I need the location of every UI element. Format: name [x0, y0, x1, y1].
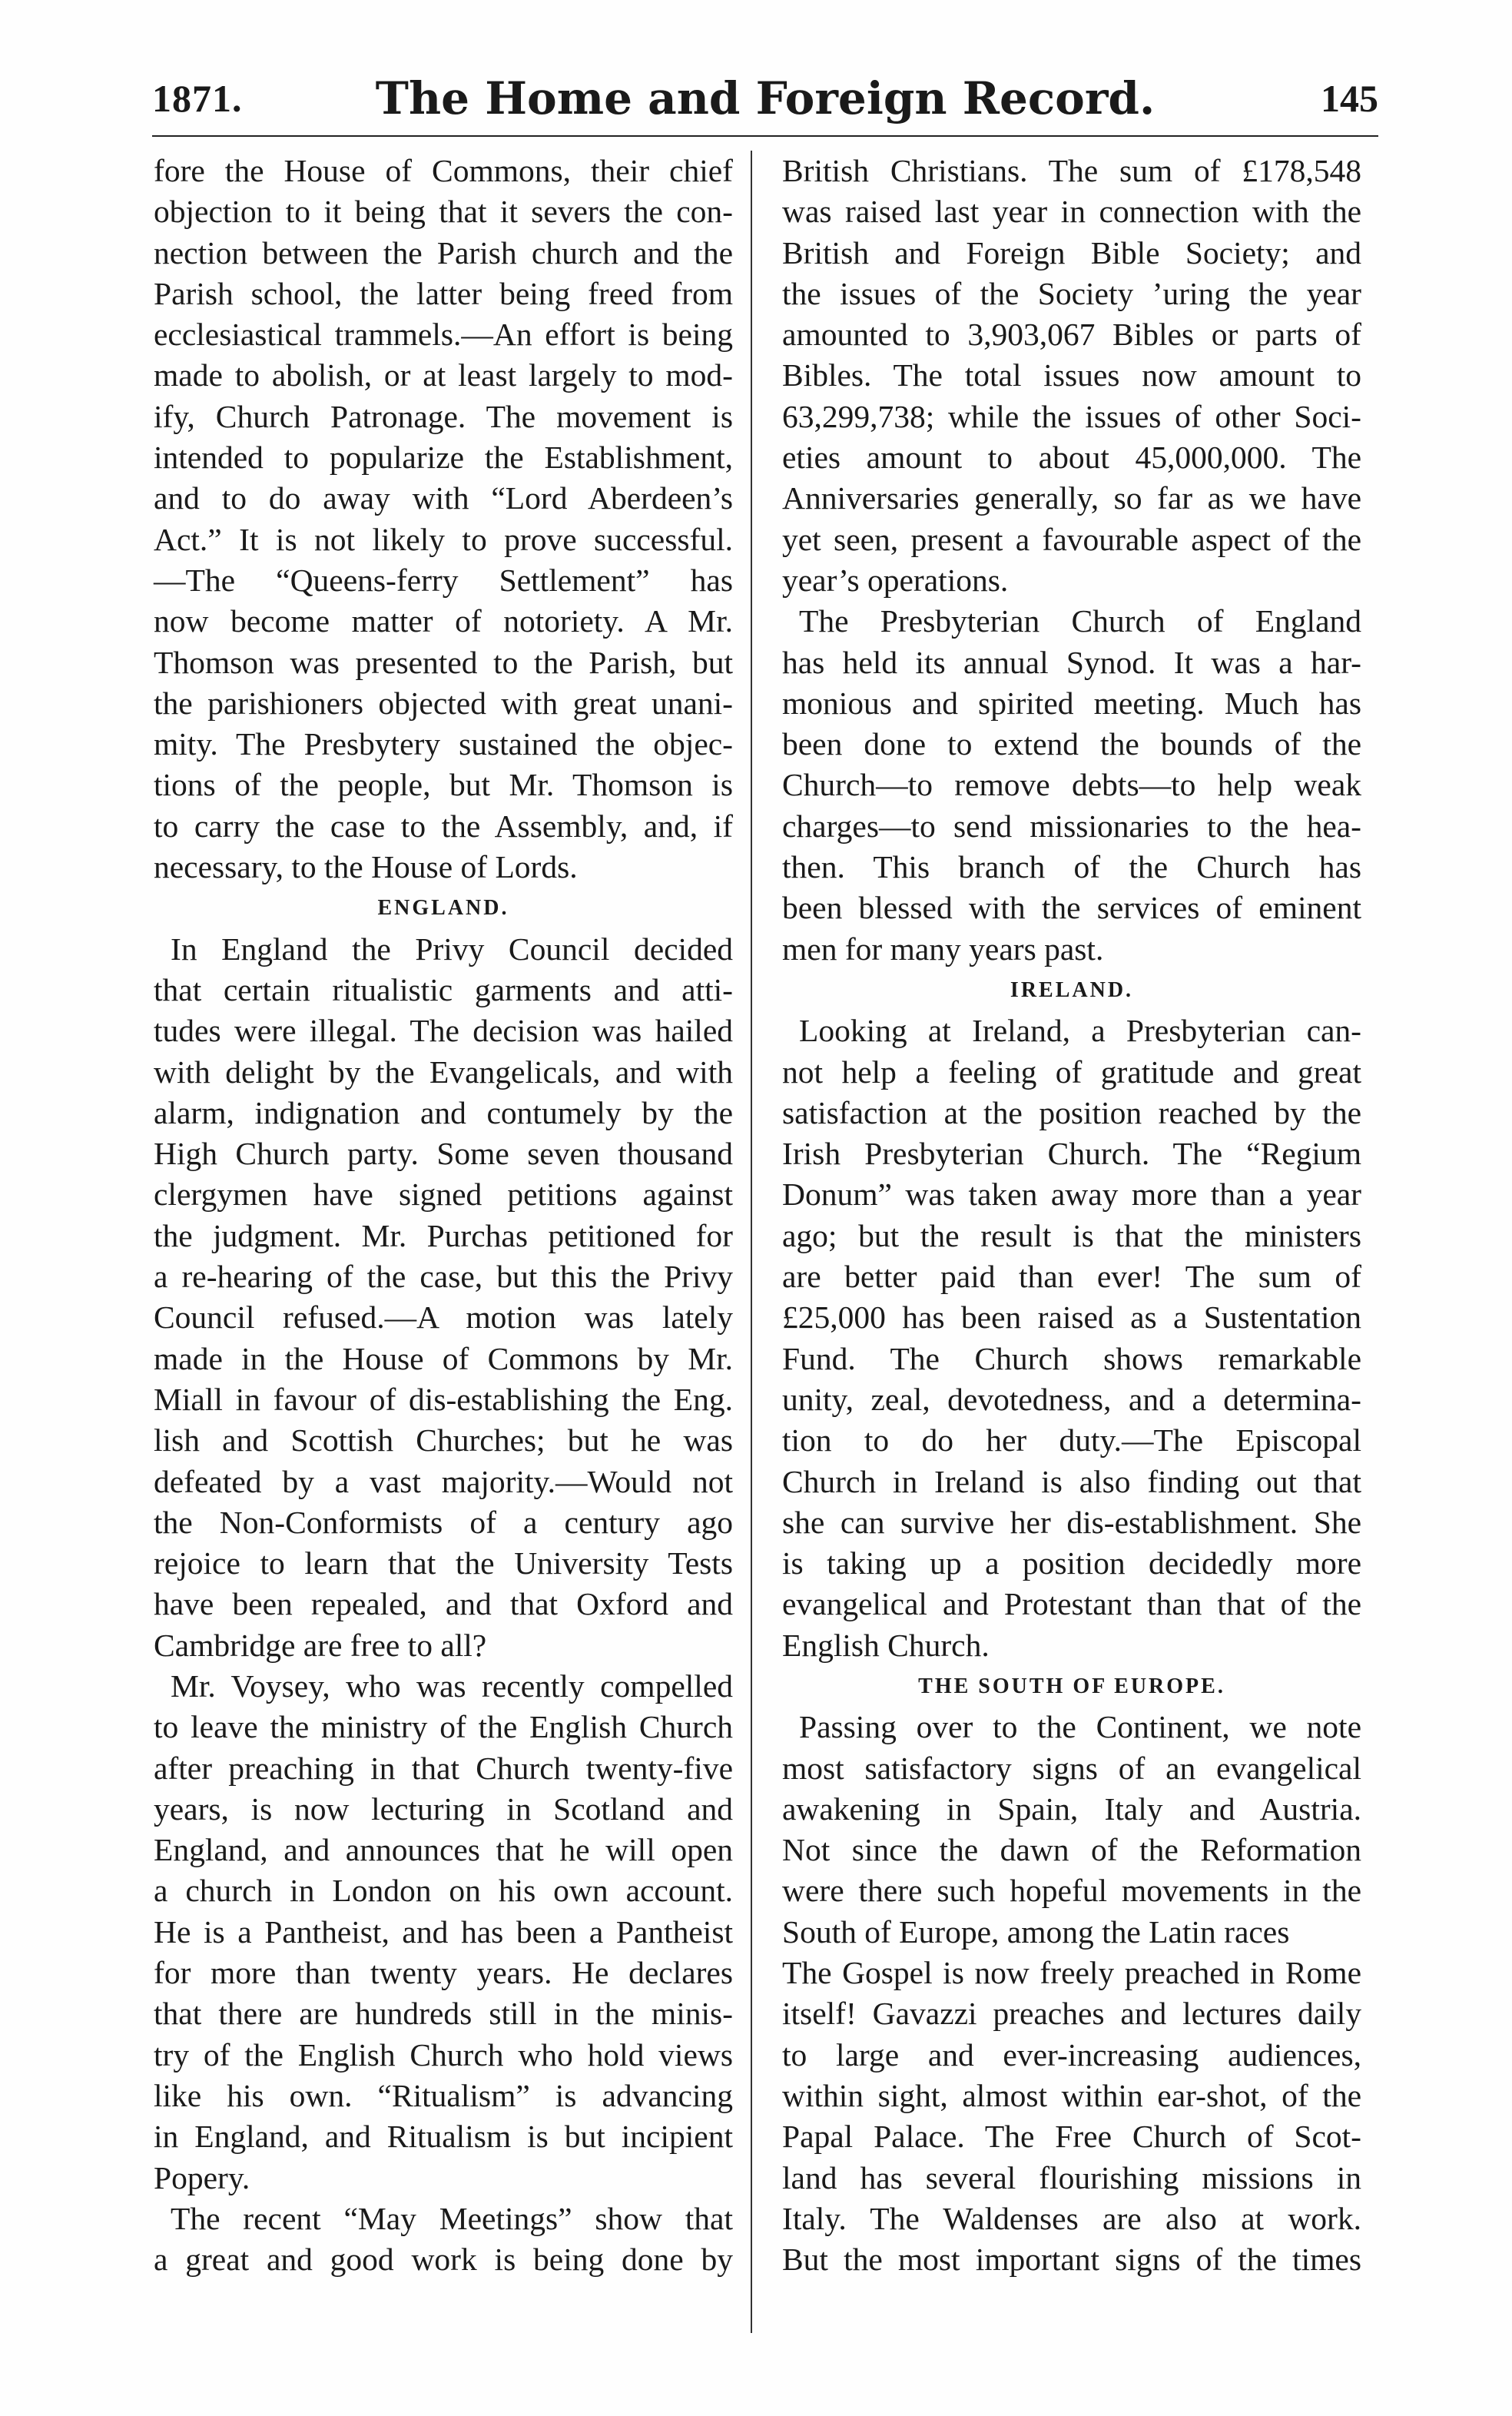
- text-line: that certain ritualistic garments and atti-: [154, 971, 733, 1007]
- text-line: In England the Privy Council decided: [171, 931, 733, 967]
- text-line: ify, Church Patronage. The movement is: [154, 398, 733, 434]
- text-line: been blessed with the services of eminent: [782, 890, 1361, 926]
- text-line: a great and good work is being done by: [154, 2242, 733, 2278]
- text-line: nection between the Parish church and the: [154, 234, 733, 270]
- text-line: for more than twenty years. He declares: [154, 1955, 733, 1991]
- text-line: Miall in favour of dis-establishing the Eng.: [154, 1381, 733, 1417]
- header-year: 1871.: [152, 77, 243, 120]
- text-line: alarm, indignation and contumely by the: [154, 1094, 733, 1130]
- journal-title: The Home and Foreign Record.: [375, 72, 1156, 124]
- text-line: Passing over to the Continent, we note: [799, 1709, 1361, 1745]
- text-line: with delight by the Evangelicals, and with: [154, 1054, 733, 1090]
- text-line: yet seen, present a favourable aspect of the: [782, 521, 1361, 557]
- text-line: Papal Palace. The Free Church of Scot-: [782, 2119, 1361, 2155]
- text-line: rejoice to learn that the University Tests: [154, 1545, 733, 1581]
- text-line: —The “Queens-ferry Settlement” has: [154, 562, 733, 598]
- text-line: men for many years past.: [782, 931, 1104, 967]
- text-line: Bibles. The total issues now amount to: [782, 357, 1361, 393]
- text-line: objection to it being that it severs the con-: [154, 194, 733, 230]
- text-line: South of Europe, among the Latin races: [782, 1913, 1290, 1950]
- running-head: [152, 68, 1378, 129]
- text-line: like his own. “Ritualism” is advancing: [154, 2077, 733, 2113]
- text-line: Council refused.—A motion was lately: [154, 1299, 733, 1336]
- text-line: was raised last year in connection with the: [782, 194, 1361, 230]
- text-line: been done to extend the bounds of the: [782, 726, 1361, 762]
- header-rule: [152, 135, 1378, 137]
- text-line: to large and ever-increasing audiences,: [782, 2036, 1361, 2073]
- text-line: Church—to remove debts—to help weak: [782, 767, 1361, 803]
- text-line: Act.” It is not likely to prove successful.: [154, 521, 733, 557]
- text-line: within sight, almost within ear-shot, of the: [782, 2077, 1361, 2113]
- text-line: most satisfactory signs of an evangelical: [782, 1750, 1361, 1786]
- text-line: that there are hundreds still in the minis-: [154, 1996, 733, 2032]
- text-line: The recent “May Meetings” show that: [171, 2200, 733, 2236]
- text-line: years, is now lecturing in Scotland and: [154, 1790, 733, 1827]
- text-line: Not since the dawn of the Reformation: [782, 1832, 1361, 1868]
- text-line: Church in Ireland is also finding out that: [782, 1463, 1361, 1499]
- text-line: Fund. The Church shows remarkable: [782, 1340, 1361, 1376]
- text-line: Anniversaries generally, so far as we have: [782, 480, 1361, 516]
- text-line: defeated by a vast majority.—Would not: [154, 1463, 733, 1499]
- text-line: has held its annual Synod. It was a har-: [782, 644, 1361, 680]
- text-line: necessary, to the House of Lords.: [154, 849, 578, 885]
- section-heading: THE SOUTH OF EUROPE.: [918, 1674, 1225, 1698]
- section-heading: ENGLAND.: [377, 896, 509, 921]
- text-line: a re-hearing of the case, but this the Privy: [154, 1259, 733, 1295]
- page-number: 145: [1321, 77, 1378, 120]
- text-line: fore the House of Commons, their chief: [154, 153, 733, 188]
- text-line: the parishioners objected with great unani-: [154, 685, 733, 721]
- text-line: Mr. Voysey, who was recently compelled: [171, 1668, 733, 1704]
- text-line: ecclesiastical trammels.—An effort is being: [154, 317, 733, 353]
- text-line: not help a feeling of gratitude and great: [782, 1054, 1361, 1090]
- text-line: England, and announces that he will open: [154, 1832, 733, 1868]
- text-line: the judgment. Mr. Purchas petitioned for: [154, 1217, 733, 1253]
- text-line: 63,299,738; while the issues of other Soci-: [782, 398, 1361, 434]
- text-line: The Gospel is now freely preached in Rome: [782, 1955, 1361, 1991]
- text-line: £25,000 has been raised as a Sustentation: [782, 1299, 1361, 1336]
- text-line: monious and spirited meeting. Much has: [782, 685, 1361, 721]
- text-line: clergymen have signed petitions against: [154, 1176, 733, 1213]
- text-line: were there such hopeful movements in the: [782, 1873, 1361, 1909]
- text-line: lish and Scottish Churches; but he was: [154, 1422, 733, 1459]
- text-line: evangelical and Protestant than that of the: [782, 1586, 1361, 1622]
- text-line: ago; but the result is that the ministers: [782, 1217, 1361, 1253]
- text-line: try of the English Church who hold views: [154, 2036, 733, 2073]
- section-heading: IRELAND.: [1010, 977, 1134, 1002]
- text-line: English Church.: [782, 1627, 990, 1663]
- text-line: in England, and Ritualism is but incipient: [154, 2119, 733, 2155]
- text-line: made to abolish, or at least largely to mod-: [154, 357, 733, 393]
- text-line: eties amount to about 45,000,000. The: [782, 440, 1361, 476]
- text-line: Looking at Ireland, a Presbyterian can-: [799, 1013, 1361, 1049]
- text-line: Thomson was presented to the Parish, but: [154, 644, 733, 680]
- text-line: Irish Presbyterian Church. The “Regium: [782, 1136, 1361, 1172]
- text-line: awakening in Spain, Italy and Austria.: [782, 1790, 1361, 1827]
- text-line: the issues of the Society ’uring the year: [782, 275, 1361, 311]
- text-line: amounted to 3,903,067 Bibles or parts of: [782, 317, 1361, 353]
- text-line: and to do away with “Lord Aberdeen’s: [154, 480, 733, 516]
- text-line: year’s operations.: [782, 562, 1009, 598]
- left-column: [154, 151, 733, 2280]
- text-line: Cambridge are free to all?: [154, 1627, 487, 1663]
- text-line: to carry the case to the Assembly, and, if: [154, 808, 733, 844]
- text-line: have been repealed, and that Oxford and: [154, 1586, 733, 1622]
- text-line: unity, zeal, devotedness, and a determina-: [782, 1381, 1361, 1417]
- text-line: is taking up a position decidedly more: [782, 1545, 1361, 1581]
- text-line: land has several flourishing missions in: [782, 2159, 1361, 2195]
- text-line: a church in London on his own account.: [154, 1873, 733, 1909]
- text-line: But the most important signs of the times: [782, 2242, 1361, 2278]
- text-line: charges—to send missionaries to the hea-: [782, 808, 1361, 844]
- text-line: mity. The Presbytery sustained the objec-: [154, 726, 733, 762]
- text-line: Donum” was taken away more than a year: [782, 1176, 1361, 1213]
- text-line: made in the House of Commons by Mr.: [154, 1340, 733, 1376]
- text-line: itself! Gavazzi preaches and lectures daily: [782, 1996, 1361, 2032]
- text-line: He is a Pantheist, and has been a Pantheist: [154, 1913, 733, 1950]
- text-line: British Christians. The sum of £178,548: [782, 153, 1361, 188]
- text-line: to leave the ministry of the English Church: [154, 1709, 733, 1745]
- text-line: Parish school, the latter being freed from: [154, 275, 733, 311]
- text-line: intended to popularize the Establishment,: [154, 440, 733, 476]
- right-column: [782, 151, 1361, 2280]
- text-line: then. This branch of the Church has: [782, 849, 1361, 885]
- column-divider: [751, 151, 752, 2333]
- text-line: Italy. The Waldenses are also at work.: [782, 2200, 1361, 2236]
- text-line: are better paid than ever! The sum of: [782, 1259, 1361, 1295]
- text-line: she can survive her dis-establishment. She: [782, 1504, 1361, 1540]
- text-line: after preaching in that Church twenty-five: [154, 1750, 733, 1786]
- text-line: tudes were illegal. The decision was hailed: [154, 1013, 733, 1049]
- text-line: tion to do her duty.—The Episcopal: [782, 1422, 1361, 1459]
- text-line: tions of the people, but Mr. Thomson is: [154, 767, 733, 803]
- text-line: The Presbyterian Church of England: [799, 603, 1361, 639]
- text-line: now become matter of notoriety. A Mr.: [154, 603, 733, 639]
- text-line: High Church party. Some seven thousand: [154, 1136, 733, 1172]
- text-line: the Non-Conformists of a century ago: [154, 1504, 733, 1540]
- text-line: satisfaction at the position reached by the: [782, 1094, 1361, 1130]
- text-line: Popery.: [154, 2159, 250, 2195]
- text-line: British and Foreign Bible Society; and: [782, 234, 1361, 270]
